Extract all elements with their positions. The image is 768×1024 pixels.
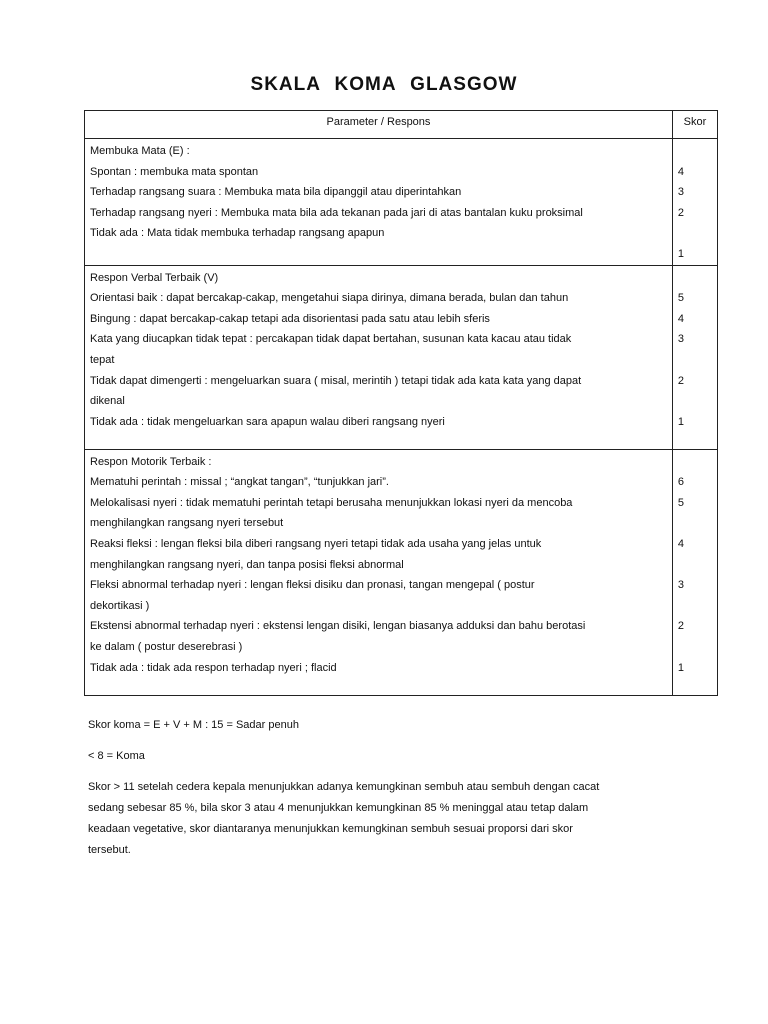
score-value: 2 <box>677 374 685 387</box>
response-text: Ekstensi abnormal terhadap nyeri : ekstensi lengan disiki, lengan biasanya adduksi dan bahu berotasi <box>90 620 586 633</box>
section-eye-params <box>85 139 673 266</box>
response-text-cont: tepat <box>90 353 115 366</box>
prognosis-line: tersebut. <box>88 844 131 856</box>
response-text-cont: dikenal <box>90 395 125 408</box>
response-text: Fleksi abnormal terhadap nyeri : lengan fleksi disiku dan pronasi, tangan mengepal ( postur <box>90 579 535 592</box>
score-value: 4 <box>677 537 685 550</box>
score-value: 1 <box>677 247 685 260</box>
section-heading: Membuka Mata (E) : <box>90 145 190 157</box>
response-text-cont: menghilangkan rangsang nyeri tersebut <box>90 517 284 530</box>
section-verbal-scores <box>672 265 717 449</box>
response-text: Orientasi baik : dapat bercakap-cakap, mengetahui siapa dirinya, dimana berada, bulan dan tahun <box>90 292 569 305</box>
score-value: 1 <box>677 415 685 428</box>
score-value: 4 <box>677 165 685 178</box>
section-verbal-response <box>85 265 718 449</box>
response-text-cont: menghilangkan rangsang nyeri, dan tanpa posisi fleksi abnormal <box>90 558 404 571</box>
note-total-score: Skor koma = E + V + M : 15 = Sadar penuh <box>88 719 299 731</box>
section-eye-opening <box>85 139 718 266</box>
score-value: 5 <box>677 292 685 305</box>
response-text: Spontan : membuka mata spontan <box>90 165 259 178</box>
response-text: Melokalisasi nyeri : tidak mematuhi perintah tetapi berusaha menunjukkan lokasi nyeri da mencoba <box>90 496 573 509</box>
score-value: 3 <box>677 579 685 592</box>
score-value: 3 <box>677 333 685 346</box>
response-text: Tidak ada : Mata tidak membuka terhadap rangsang apapun <box>90 227 385 240</box>
prognosis-line: sedang sebesar 85 %, bila skor 3 atau 4 menunjukkan kemungkinan 85 % meninggal atau tetap dalam <box>88 802 589 814</box>
response-text: Kata yang diucapkan tidak tepat : percakapan tidak dapat bertahan, susunan kata kacau atau tidak <box>90 333 572 346</box>
response-text: Tidak ada : tidak mengeluarkan sara apapun walau diberi rangsang nyeri <box>90 415 445 428</box>
section-eye-scores <box>672 139 717 266</box>
coma-threshold <box>88 746 678 767</box>
response-text: Bingung : dapat bercakap-cakap tetapi ada disorientasi pada satu atau lebih sferis <box>90 312 490 325</box>
response-text: Tidak ada : tidak ada respon terhadap nyeri ; flacid <box>90 661 337 674</box>
score-interpretation <box>88 715 678 736</box>
document-title: SKALA KOMA GLASGOW <box>250 74 518 95</box>
score-value: 1 <box>677 661 685 674</box>
response-text-cont: ke dalam ( postur deserebrasi ) <box>90 640 243 653</box>
section-heading: Respon Motorik Terbaik : <box>90 455 212 468</box>
response-text: Terhadap rangsang nyeri : Membuka mata bila ada tekanan pada jari di atas bantalan kuku proksimal <box>90 206 583 219</box>
table-header-row <box>85 111 718 139</box>
score-value: 4 <box>677 312 685 325</box>
response-text-cont: dekortikasi ) <box>90 599 150 612</box>
header-parameter: Parameter / Respons <box>85 111 673 139</box>
score-value: 2 <box>677 206 685 219</box>
note-coma: < 8 = Koma <box>88 750 145 762</box>
gcs-table <box>84 110 718 696</box>
score-value: 6 <box>677 476 685 489</box>
section-motor-params <box>85 449 673 695</box>
section-verbal-params <box>85 265 673 449</box>
header-skor: Skor <box>672 111 717 139</box>
prognosis-line: keadaan vegetative, skor diantaranya menunjukkan kemungkinan sembuh sesuai proporsi dari skor <box>88 823 573 835</box>
response-text: Reaksi fleksi : lengan fleksi bila diberi rangsang nyeri tetapi tidak ada usaha yang jelas untuk <box>90 537 542 550</box>
prognosis-paragraph <box>88 777 678 861</box>
score-value: 2 <box>677 620 685 633</box>
score-value: 5 <box>677 496 685 509</box>
score-value: 3 <box>677 186 685 199</box>
response-text: Tidak dapat dimengerti : mengeluarkan suara ( misal, merintih ) tetapi tidak ada kata kata yang dapat <box>90 374 582 387</box>
response-text: Mematuhi perintah : missal ; “angkat tangan”, “tunjukkan jari”. <box>90 476 389 489</box>
section-motor-response <box>85 449 718 695</box>
section-heading: Respon Verbal Terbaik (V) <box>90 271 219 284</box>
response-text: Terhadap rangsang suara : Membuka mata bila dipanggil atau diperintahkan <box>90 186 462 199</box>
prognosis-line: Skor > 11 setelah cedera kepala menunjukkan adanya kemungkinan sembuh atau sembuh dengan cacat <box>88 781 600 793</box>
section-motor-scores <box>672 449 717 695</box>
